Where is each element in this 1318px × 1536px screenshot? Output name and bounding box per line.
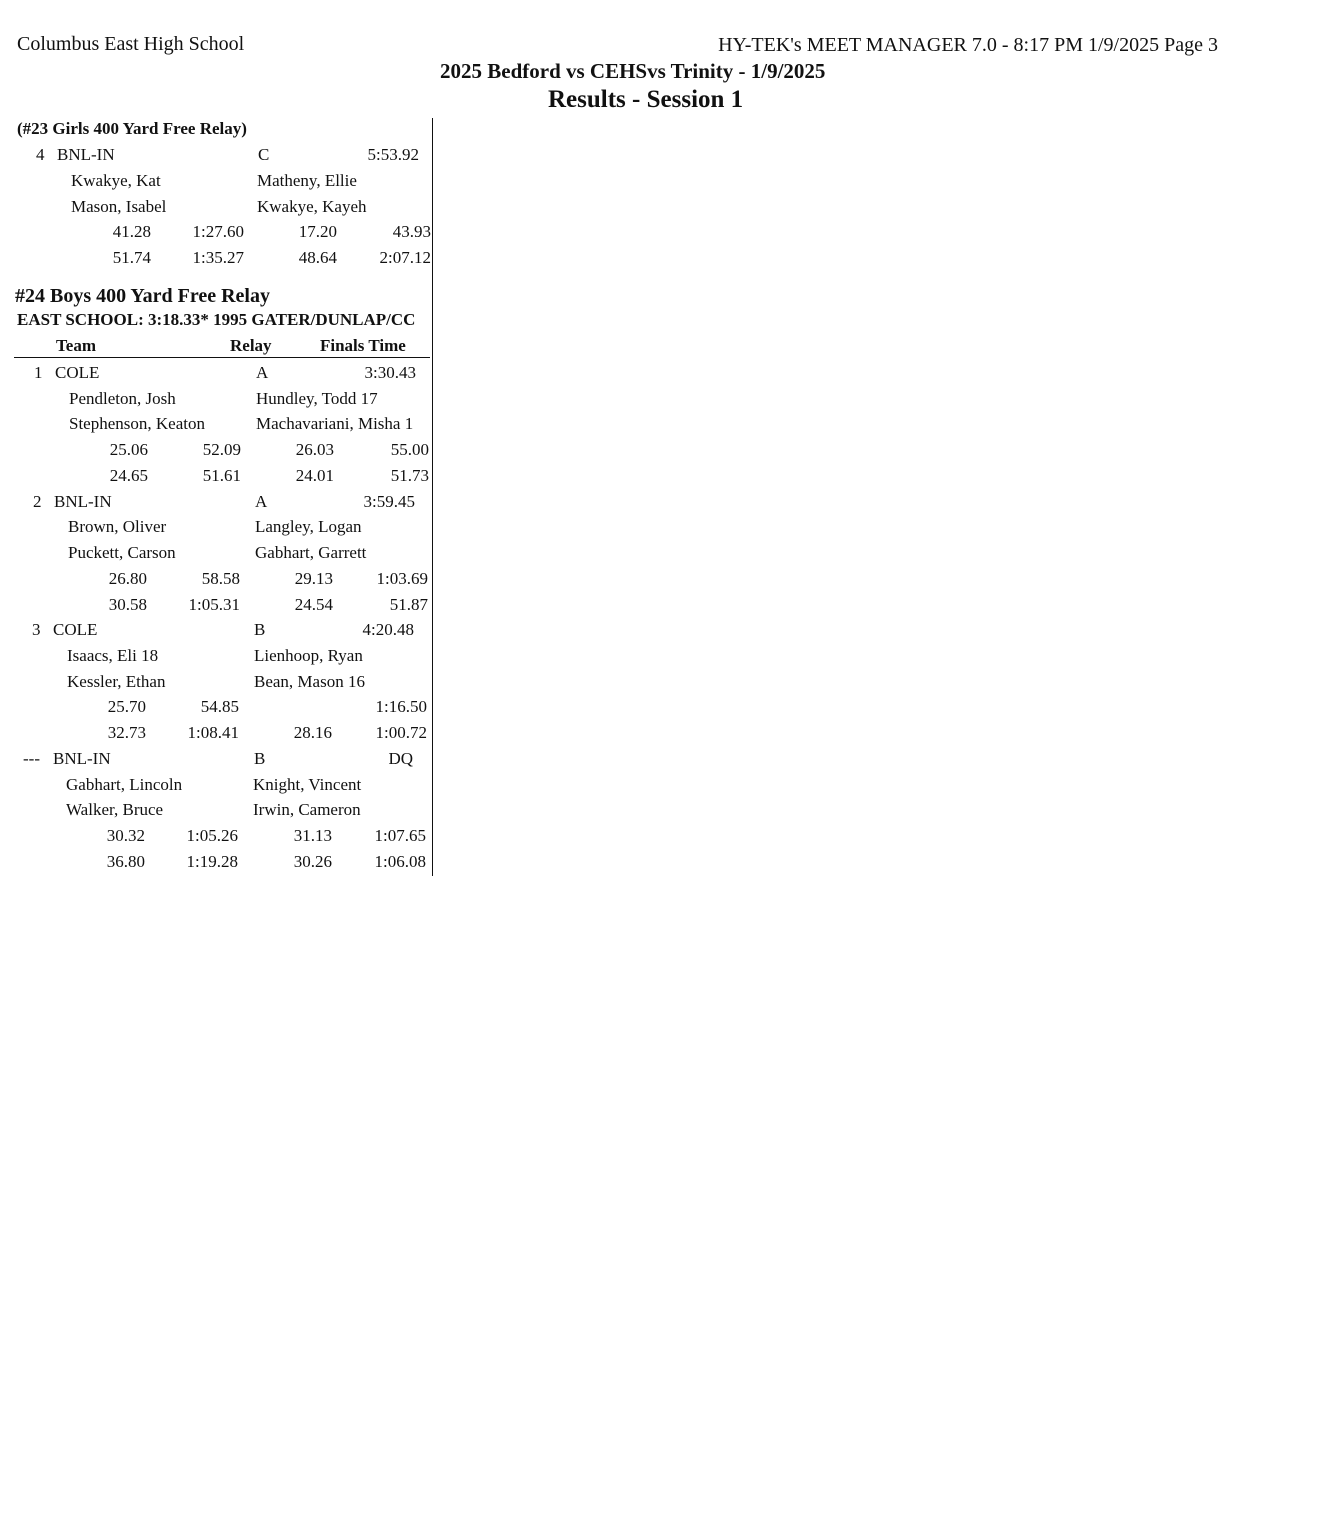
entry-relay: C <box>258 145 270 164</box>
split-time: 48.64 <box>298 248 337 267</box>
split-time: 41.28 <box>112 222 151 241</box>
swimmer-name: Brown, Oliver <box>68 517 167 536</box>
swimmer-name: Knight, Vincent <box>253 775 362 794</box>
split-time: 26.80 <box>108 569 147 588</box>
split-time: 1:19.28 <box>186 852 238 871</box>
split-time: 54.85 <box>200 697 239 716</box>
swimmer-name: Pendleton, Josh <box>69 389 176 408</box>
split-time: 26.03 <box>295 440 334 459</box>
session-title: Results - Session 1 <box>548 86 744 113</box>
swimmer-name: Machavariani, Misha 1 <box>256 414 414 433</box>
swimmer-name: Hundley, Todd 17 <box>256 389 378 408</box>
split-time: 51.74 <box>112 248 151 267</box>
entry-time: 3:30.43 <box>364 363 416 382</box>
entry-place: 2 <box>33 492 42 511</box>
split-time: 29.13 <box>294 569 333 588</box>
split-time: 1:05.26 <box>186 826 238 845</box>
entry-relay: B <box>254 749 266 768</box>
swimmer-name: Matheny, Ellie <box>257 171 357 190</box>
swimmer-name: Puckett, Carson <box>68 543 176 562</box>
split-time: 52.09 <box>202 440 241 459</box>
entry-place: 3 <box>32 620 41 639</box>
split-time: 36.80 <box>106 852 145 871</box>
split-time: 31.13 <box>293 826 332 845</box>
swimmer-name: Irwin, Cameron <box>253 800 361 819</box>
swimmer-name: Gabhart, Garrett <box>255 543 367 562</box>
swimmer-name: Bean, Mason 16 <box>254 672 365 691</box>
event24-title: #24 Boys 400 Yard Free Relay <box>15 285 270 307</box>
entry-team: COLE <box>53 620 98 639</box>
split-time: 1:35.27 <box>192 248 244 267</box>
entry-relay: B <box>254 620 266 639</box>
entry-time: 4:20.48 <box>362 620 414 639</box>
entry-team: BNL-IN <box>54 492 112 511</box>
event24-record: EAST SCHOOL: 3:18.33* 1995 GATER/DUNLAP/CC <box>17 310 416 329</box>
table-header-rule <box>14 357 430 358</box>
split-time: 24.65 <box>109 466 148 485</box>
column-header-relay: Relay <box>230 336 272 355</box>
split-time: 25.70 <box>107 697 146 716</box>
entry-time: DQ <box>388 749 413 768</box>
entry-time: 5:53.92 <box>367 145 419 164</box>
split-time: 30.32 <box>106 826 145 845</box>
entry-place: 4 <box>36 145 45 164</box>
software-info: HY-TEK's MEET MANAGER 7.0 - 8:17 PM 1/9/2025 Page 3 <box>718 34 1218 56</box>
split-time: 1:00.72 <box>375 723 427 742</box>
split-time: 1:08.41 <box>187 723 239 742</box>
entry-team: COLE <box>55 363 100 382</box>
split-time: 55.00 <box>390 440 429 459</box>
swimmer-name: Lienhoop, Ryan <box>254 646 363 665</box>
split-time: 51.61 <box>202 466 241 485</box>
split-time: 51.73 <box>390 466 429 485</box>
swimmer-name: Isaacs, Eli 18 <box>67 646 159 665</box>
split-time: 1:03.69 <box>376 569 428 588</box>
split-time: 30.58 <box>108 595 147 614</box>
swimmer-name: Stephenson, Keaton <box>69 414 205 433</box>
split-time: 1:07.65 <box>374 826 426 845</box>
split-time: 30.26 <box>293 852 332 871</box>
meet-title: 2025 Bedford vs CEHSvs Trinity - 1/9/2025 <box>440 59 826 83</box>
column-header-finals-time: Finals Time <box>320 336 406 355</box>
entry-place: --- <box>23 749 40 768</box>
entry-team: BNL-IN <box>57 145 115 164</box>
split-time: 51.87 <box>389 595 428 614</box>
entry-team: BNL-IN <box>53 749 111 768</box>
event23-title: (#23 Girls 400 Yard Free Relay) <box>17 119 247 138</box>
swimmer-name: Kwakye, Kayeh <box>257 197 367 216</box>
split-time: 28.16 <box>293 723 332 742</box>
swimmer-name: Walker, Bruce <box>66 800 164 819</box>
split-time: 1:05.31 <box>188 595 240 614</box>
split-time: 17.20 <box>298 222 337 241</box>
split-time: 32.73 <box>107 723 146 742</box>
swimmer-name: Kessler, Ethan <box>67 672 166 691</box>
swimmer-name: Mason, Isabel <box>71 197 167 216</box>
swimmer-name: Gabhart, Lincoln <box>66 775 183 794</box>
split-time: 1:27.60 <box>192 222 244 241</box>
entry-time: 3:59.45 <box>363 492 415 511</box>
split-time: 58.58 <box>201 569 240 588</box>
column-divider <box>432 118 433 876</box>
split-time: 24.54 <box>294 595 333 614</box>
entry-place: 1 <box>34 363 43 382</box>
entry-relay: A <box>255 492 268 511</box>
split-time: 1:16.50 <box>375 697 427 716</box>
split-time: 1:06.08 <box>374 852 426 871</box>
column-header-team: Team <box>56 336 96 355</box>
school-name: Columbus East High School <box>17 33 245 55</box>
split-time: 24.01 <box>295 466 334 485</box>
entry-relay: A <box>256 363 269 382</box>
swimmer-name: Kwakye, Kat <box>71 171 161 190</box>
swimmer-name: Langley, Logan <box>255 517 362 536</box>
split-time: 43.93 <box>392 222 431 241</box>
split-time: 25.06 <box>109 440 148 459</box>
split-time: 2:07.12 <box>379 248 431 267</box>
